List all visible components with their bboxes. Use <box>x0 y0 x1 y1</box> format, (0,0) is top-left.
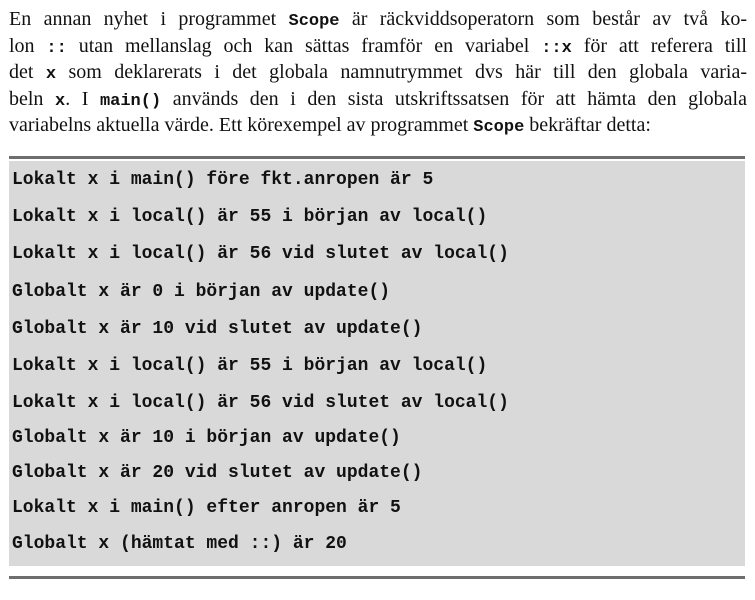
inline-code: ::x <box>541 38 572 58</box>
paragraph-line <box>9 33 747 60</box>
output-line: Globalt x (hämtat med ::) är 20 <box>12 534 347 554</box>
text-segment: som deklarerats i det globala namnutrymmet dvs här till den globala varia- <box>56 61 747 83</box>
output-line: Globalt x är 10 i början av update() <box>12 428 401 448</box>
text-segment: bekräftar detta: <box>524 114 651 136</box>
output-line: Lokalt x i local() är 56 vid slutet av local() <box>12 244 509 264</box>
intro-paragraph <box>9 6 747 139</box>
bottom-divider <box>9 576 745 579</box>
inline-code: :: <box>46 38 67 58</box>
text-segment: En annan nyhet i programmet <box>9 8 289 30</box>
output-line: Globalt x är 20 vid slutet av update() <box>12 463 423 483</box>
text-segment: beln <box>9 87 55 110</box>
output-line: Lokalt x i main() före fkt.anropen är 5 <box>12 170 434 190</box>
paragraph-line <box>9 6 747 33</box>
inline-code: Scope <box>288 12 340 31</box>
text-segment: det <box>9 61 46 83</box>
output-line: Lokalt x i local() är 55 i början av local() <box>12 207 488 227</box>
output-line: Globalt x är 0 i början av update() <box>12 282 391 302</box>
text-segment: utan mellanslag och kan sättas framför en variabel <box>66 34 542 57</box>
text-segment: . I <box>65 87 100 110</box>
inline-code: x <box>54 91 66 111</box>
inline-code: main() <box>99 91 162 111</box>
text-segment: för att referera till <box>571 34 747 57</box>
paragraph-line <box>9 59 747 86</box>
output-line: Lokalt x i main() efter anropen är 5 <box>12 498 401 518</box>
output-line: Globalt x är 10 vid slutet av update() <box>12 319 423 339</box>
inline-code: Scope <box>473 118 525 137</box>
text-segment: är räckviddsoperatorn som består av två ko- <box>339 8 747 30</box>
inline-code: x <box>45 65 57 84</box>
paragraph-line <box>9 86 747 113</box>
paragraph-line <box>9 112 747 139</box>
text-segment: används den i den sista utskriftssatsen för att hämta den globala <box>161 87 747 110</box>
top-divider <box>9 156 745 159</box>
output-line: Lokalt x i local() är 56 vid slutet av local() <box>12 393 509 413</box>
program-output-box <box>9 161 745 566</box>
text-segment: variabelns aktuella värde. Ett körexempel av programmet <box>9 114 474 136</box>
text-segment: lon <box>9 34 47 57</box>
output-line: Lokalt x i local() är 55 i början av local() <box>12 356 488 376</box>
